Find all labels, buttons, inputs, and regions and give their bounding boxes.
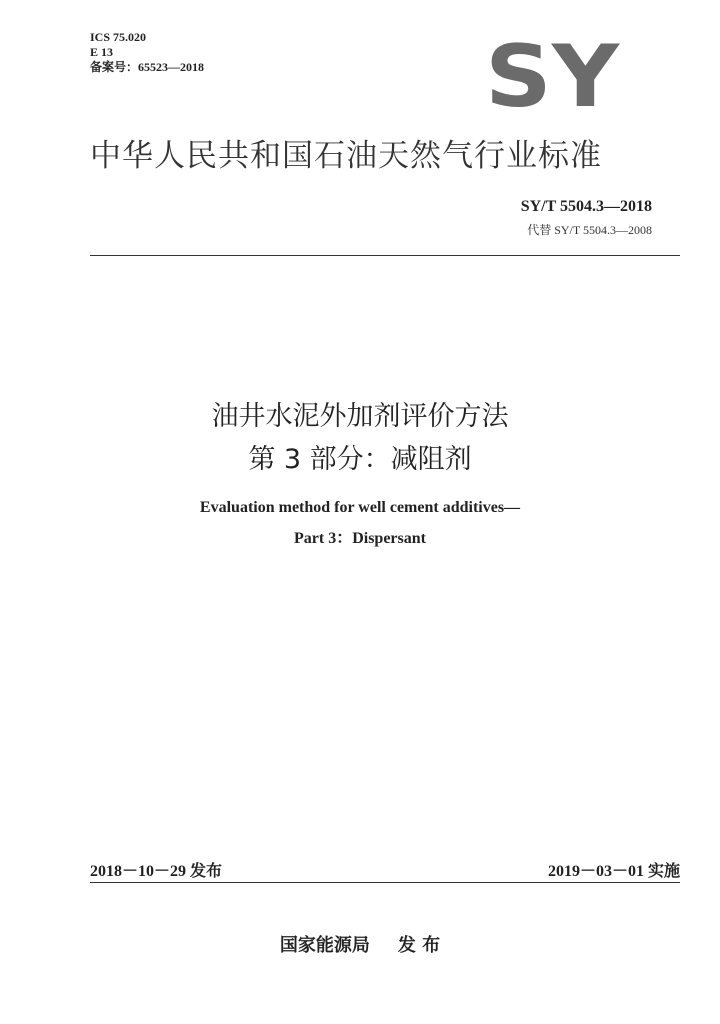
publish-action: 发 布 [397, 935, 441, 956]
sy-logo-text: SY [485, 40, 621, 110]
ccs-code: E 13 [90, 45, 114, 59]
implementation-date: 2019－03－01 实施 [547, 863, 680, 880]
english-title-line1: Evaluation method for well cement additives— [199, 499, 521, 516]
publisher-line [0, 931, 720, 957]
publisher-name: 国家能源局 [279, 935, 370, 956]
classification-block [90, 30, 204, 75]
footer-divider [90, 882, 680, 883]
issue-date: 2018－10－29 发布 [90, 863, 223, 880]
standard-number: SY/T 5504.3—2018 [520, 198, 652, 215]
chinese-title-line1: 油井水泥外加剂评价方法 [211, 401, 509, 432]
industry-standard-title: 中华人民共和国石油天然气行业标准 [90, 138, 602, 174]
record-number: 备案号：65523—2018 [90, 60, 205, 74]
ics-code: ICS 75.020 [90, 30, 147, 44]
chinese-title-line2: 第 3 部分：减阻剂 [248, 444, 472, 475]
replaces-standard: 代替 SY/T 5504.3—2008 [527, 223, 652, 237]
header-divider [90, 255, 680, 256]
sy-logo [482, 40, 622, 110]
english-title-line2: Part 3：Dispersant [294, 530, 426, 547]
